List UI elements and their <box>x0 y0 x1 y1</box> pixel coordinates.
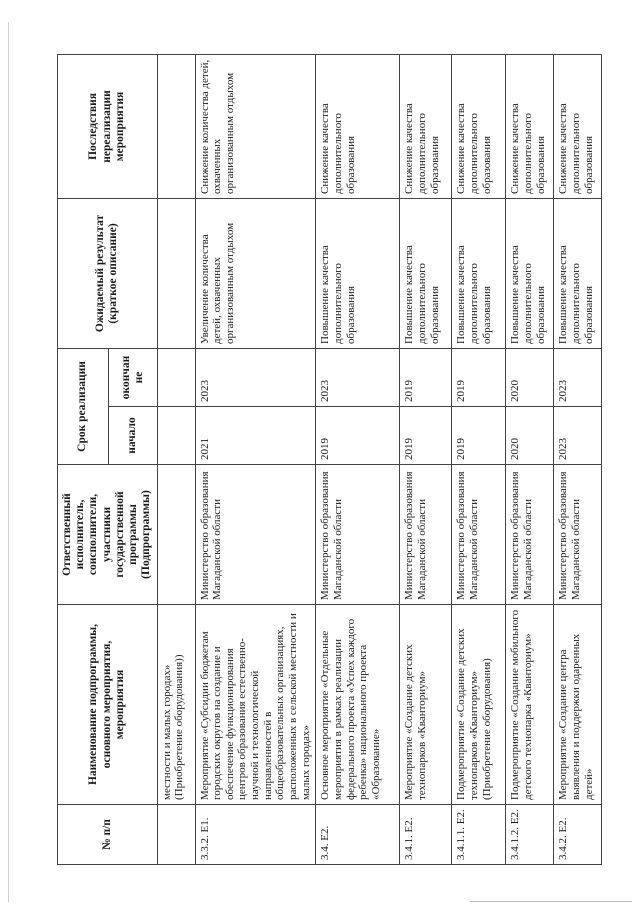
cell-name: Подмероприятие «Создание детских технопарков «Кванториум» (Приобретение оборудования) <box>452 605 506 805</box>
table-row <box>316 54 400 864</box>
cell-consequences: Снижение количества детей, охваченных организованным отдыхом <box>195 54 316 198</box>
cell-start: 2019 <box>316 407 400 465</box>
cell-consequences: Снижение качества дополнительного образования <box>400 54 452 198</box>
cell-end: 2023 <box>316 348 400 406</box>
cell-name: Мероприятие «Субсидии бюджетам городских округов на создание и обеспечение функционирования центров образования естественно-научной и технологической направленностей в общеобразовательных организациях, расположенных в сельской местности и малых городах» <box>195 605 316 805</box>
cell-number: 3.4.1.2. Е2. <box>506 805 554 865</box>
cell-name: Мероприятие «Создание центра выявления и поддержки одаренных детей» <box>554 605 602 805</box>
cell-number: 3.3.2. Е1. <box>195 805 316 865</box>
cell-end <box>157 348 195 406</box>
cell-consequences <box>157 54 195 198</box>
cell-consequences: Снижение качества дополнительного образования <box>316 54 400 198</box>
table-row <box>195 54 316 864</box>
cell-result: Увеличение количества детей, охваченных организованным отдыхом <box>195 198 316 348</box>
cell-result <box>157 198 195 348</box>
cell-consequences: Снижение качества дополнительного образования <box>506 54 554 198</box>
header-period: Срок реализации <box>58 348 109 464</box>
cell-result: Повышение качества дополнительного образования <box>506 198 554 348</box>
cell-result: Повышение качества дополнительного образования <box>554 198 602 348</box>
cell-executor: Министерство образования Магаданской области <box>554 465 602 605</box>
cell-executor: Министерство образования Магаданской области <box>506 465 554 605</box>
cell-start: 2021 <box>195 407 316 465</box>
header-number: № п/п <box>58 805 158 865</box>
cell-result: Повышение качества дополнительного образования <box>316 198 400 348</box>
measures-table <box>57 54 602 865</box>
cell-result: Повышение качества дополнительного образования <box>400 198 452 348</box>
cell-number: 3.4.2. Е2. <box>554 805 602 865</box>
cell-end: 2019 <box>400 348 452 406</box>
cell-executor: Министерство образования Магаданской области <box>400 465 452 605</box>
cell-end: 2023 <box>554 348 602 406</box>
header-consequences: Последствия нереализации мероприятия <box>58 54 158 198</box>
cell-start: 2023 <box>554 407 602 465</box>
cell-end: 2019 <box>452 348 506 406</box>
cell-number <box>157 805 195 865</box>
cell-executor: Министерство образования Магаданской области <box>195 465 316 605</box>
cell-consequences: Снижение качества дополнительного образования <box>554 54 602 198</box>
cell-result: Повышение качества дополнительного образования <box>452 198 506 348</box>
table-row <box>400 54 452 864</box>
header-start: начало <box>108 407 157 465</box>
header-executor: Ответственный исполнитель, соисполнители, участники государственной программы (Подпрограммы) <box>58 465 158 605</box>
cell-start: 2019 <box>452 407 506 465</box>
cell-name: местности и малых городах» (Приобретение оборудования)) <box>157 605 195 805</box>
header-end: окончан не <box>108 348 157 406</box>
cell-number: 3.4. Е2. <box>316 805 400 865</box>
header-result: Ожидаемый результат (краткое описание) <box>58 198 158 348</box>
cell-executor: Министерство образования Магаданской области <box>452 465 506 605</box>
table-row <box>506 54 554 864</box>
cell-start: 2019 <box>400 407 452 465</box>
table-header <box>58 54 158 864</box>
cell-end: 2020 <box>506 348 554 406</box>
cell-end: 2023 <box>195 348 316 406</box>
table-row <box>554 54 602 864</box>
cell-number: 3.4.1.1. Е2. <box>452 805 506 865</box>
cell-executor <box>157 465 195 605</box>
cell-start <box>157 407 195 465</box>
header-name: Наименование подпрограммы, основного мероприятия, мероприятия <box>58 605 158 805</box>
cell-name: Основное мероприятие «Отдельные мероприятия в рамках реализации федерального проекта «Успех каждого ребенка» национального проекта «Образование» <box>316 605 400 805</box>
cell-consequences: Снижение качества дополнительного образования <box>452 54 506 198</box>
cell-number: 3.4.1. Е2. <box>400 805 452 865</box>
cell-name: Подмероприятие «Создание мобильного детского технопарка «Кванториум» <box>506 605 554 805</box>
cell-executor: Министерство образования Магаданской области <box>316 465 400 605</box>
cell-start: 2020 <box>506 407 554 465</box>
table-row <box>452 54 506 864</box>
cell-name: Мероприятие «Создание детских технопарков «Кванториум» <box>400 605 452 805</box>
table-row <box>157 54 195 864</box>
